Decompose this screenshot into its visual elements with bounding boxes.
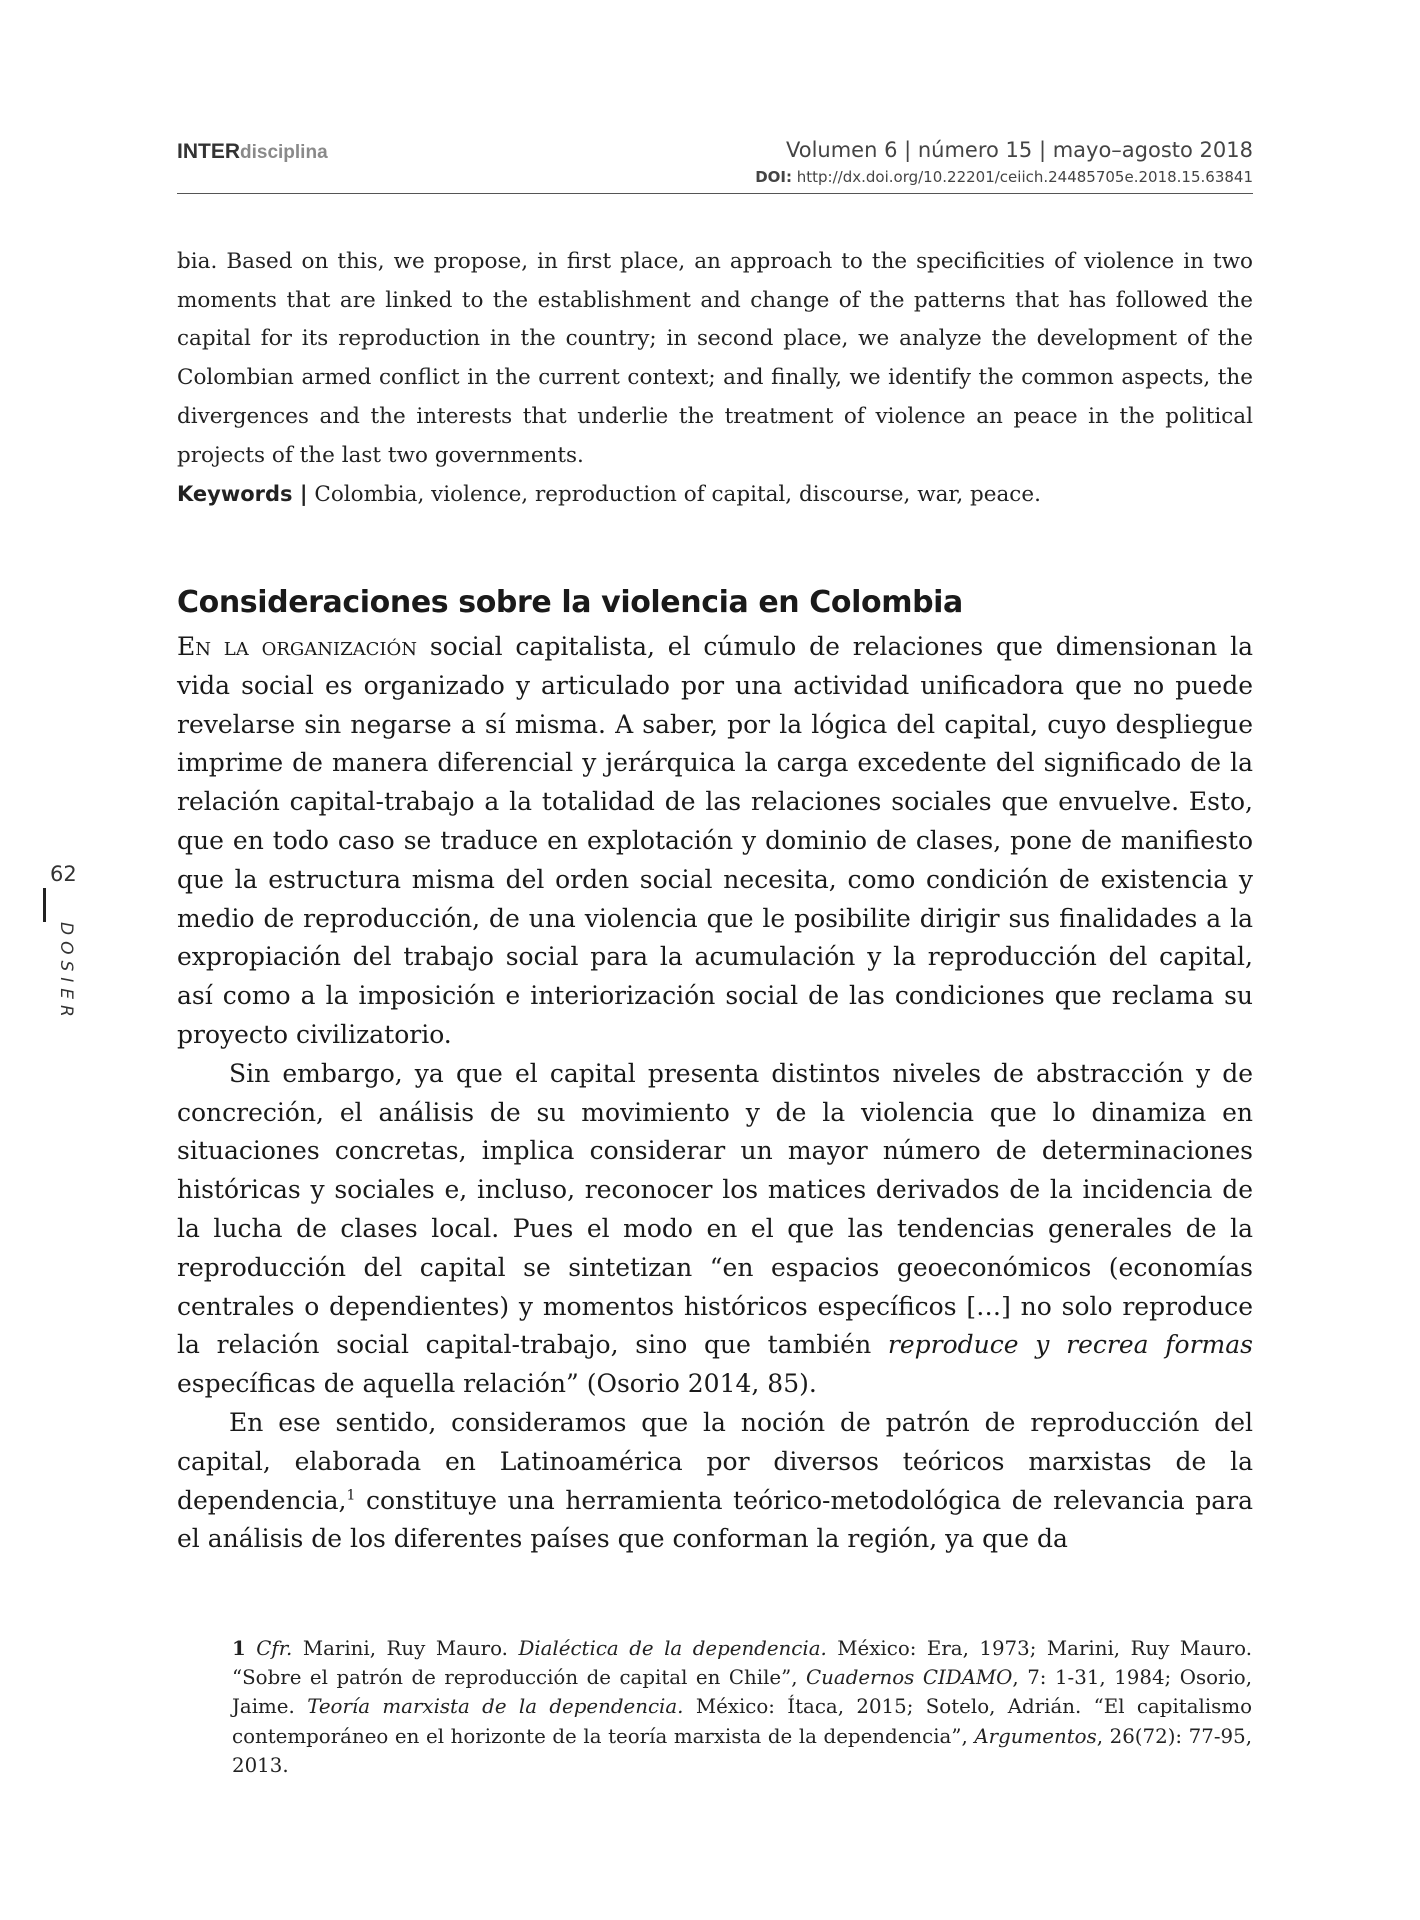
paragraph-3-text-a: En ese sentido, consideramos que la noción de patrón de reproducción del capital, elaborada en Latinoamérica por diversos teóricos marxistas de la dependencia, xyxy=(177,1407,1253,1515)
logo-light-text: disciplina xyxy=(240,142,328,163)
footnote-text-4: México: Ítaca, 2015; Sotelo, Adrián. “El capitalismo contemporáneo en el horizonte de la teoría marxista de la dependencia”, xyxy=(232,1695,1252,1748)
footnote-text xyxy=(232,1634,1252,1780)
abstract-text: bia. Based on this, we propose, in first place, an approach to the specificities of violence in two moments that are linked to the establishment and change of the patterns that has followed the capital for its reproduction in the country; in second place, we analyze the development of the Colombian armed conflict in the current context; and finally, we identify the common aspects, the divergences and the interests that underlie the treatment of violence an peace in the political projects of the last two governments. xyxy=(177,249,1253,468)
doi-link[interactable]: http://dx.doi.org/10.22201/ceiich.24485705e.2018.15.63841 xyxy=(796,168,1253,186)
page-number-rule xyxy=(43,888,46,922)
paragraph-1 xyxy=(177,628,1253,1055)
footnote-cfr: Cfr. xyxy=(256,1637,293,1660)
running-header xyxy=(177,130,1253,194)
journal-logo xyxy=(177,140,328,164)
keywords-label: Keywords | xyxy=(177,482,308,507)
paragraph-2 xyxy=(177,1055,1253,1404)
paragraph-3 xyxy=(177,1404,1253,1559)
footnote-title-4: Argumentos xyxy=(974,1724,1097,1748)
keywords-line xyxy=(177,475,1253,515)
opening-smallcaps: En la organización xyxy=(177,632,418,661)
keywords-list: Colombia, violence, reproduction of capital, discourse, war, peace. xyxy=(314,482,1041,508)
paragraph-1-text: social capitalista, el cúmulo de relaciones que dimensionan la vida social es organizado y articulado por una actividad unificadora que no puede revelarse sin negarse a sí misma. A saber, por la lógica del capital, cuyo despliegue imprime de manera diferencial y jerárquica la carga excedente del significado de la relación capital-trabajo a la totalidad de las relaciones sociales que envuelve. Esto, que en todo caso se traduce en explotación y dominio de clases, pone de manifiesto que la estructura misma del orden social necesita, como condición de existencia y medio de reproducción, de una violencia que le posibilite dirigir sus finalidades a la expropiación del trabajo social para la acumulación y la reproducción del capital, así como a la imposición e interiorización social de las condiciones que reclama su proyecto civilizatorio. xyxy=(177,632,1253,1049)
footnote-text-5: , 26(72): 77-95, 2013. xyxy=(232,1724,1252,1777)
logo-bold-text: INTER xyxy=(177,140,240,163)
body-text xyxy=(177,628,1253,1559)
volume-info: Volumen 6 | número 15 | mayo–agosto 2018 xyxy=(785,138,1253,162)
footnote-title-3: Teoría marxista de la dependencia. xyxy=(307,1695,684,1719)
abstract-block xyxy=(177,243,1253,515)
footnote-title-1: Dialéctica de la dependencia. xyxy=(518,1637,827,1660)
footnote-text-2: México: Era, 1973; Marini, Ruy Mauro. “Sobre el patrón de reproducción de capital en Chile”, xyxy=(232,1637,1252,1690)
section-side-label: DOSIER xyxy=(56,922,76,1023)
paragraph-2-text-b: específicas de aquella relación” (Osorio 2014, 85). xyxy=(177,1369,817,1399)
paragraph-2-emphasis: reproduce y recrea formas xyxy=(887,1330,1253,1360)
footnote-text-1: Marini, Ruy Mauro. xyxy=(302,1637,508,1660)
footnote-title-2: Cuadernos CIDAMO xyxy=(806,1666,1013,1690)
footnote-text-3: , 7: 1-31, 1984; Osorio, Jaime. xyxy=(232,1666,1252,1719)
paragraph-3-text-b: constituye una herramienta teórico-metodológica de relevancia para el análisis de los diferentes países que conforman la región, ya que da xyxy=(177,1485,1253,1554)
footnote xyxy=(232,1634,1252,1780)
doi-line xyxy=(755,168,1253,186)
footnote-number: 1 xyxy=(232,1636,246,1660)
paragraph-2-text-a: Sin embargo, ya que el capital presenta distintos niveles de abstracción y de concreción, el análisis de su movimiento y de la violencia que lo dinamiza en situaciones concretas, implica considerar un mayor número de determinaciones históricas y sociales e, incluso, reconocer los matices derivados de la incidencia de la lucha de clases local. Pues el modo en el que las tendencias generales de la reproducción del capital se sintetizan “en espacios geoeconómicos (economías centrales o dependientes) y momentos históricos específicos […] no solo reproduce la relación social capital-trabajo, sino que también xyxy=(177,1058,1253,1360)
section-title: Consideraciones sobre la violencia en Colombia xyxy=(177,585,963,620)
page-number: 62 xyxy=(50,862,77,886)
doi-label: DOI: xyxy=(755,168,792,186)
footnote-ref[interactable]: 1 xyxy=(346,1487,356,1504)
